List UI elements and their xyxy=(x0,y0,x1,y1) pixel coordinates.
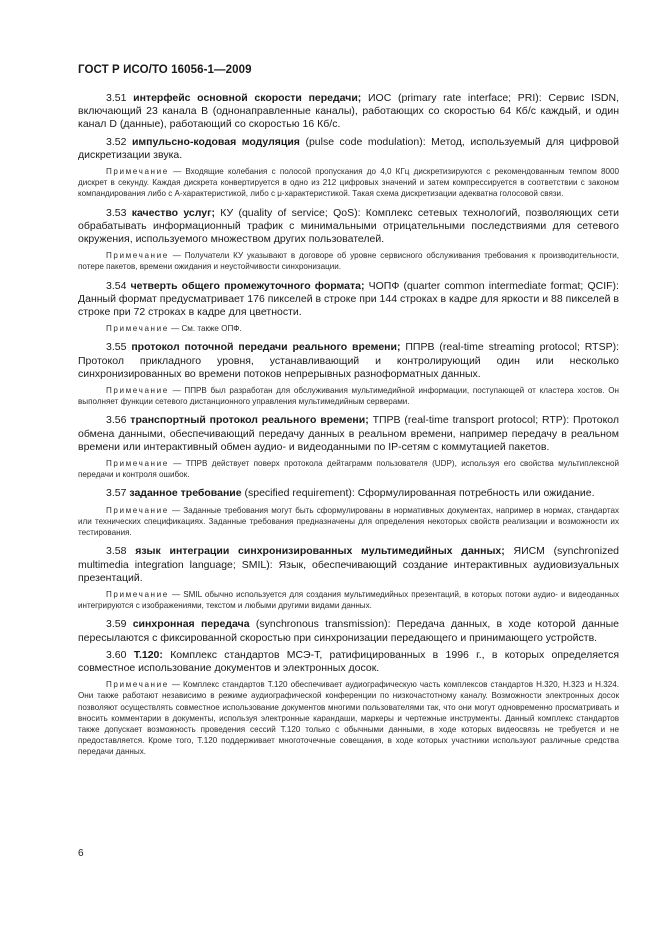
term-number: 3.59 xyxy=(106,618,127,631)
term-definition: КУ (quality of service; QoS): Комплекс сетевых технологий, позволяющих сети обрабатывать информационный трафик с минимальными отрицательными последствиями для сетевого окружения, используемого множеством других пользователей. xyxy=(78,206,619,246)
term-number: 3.54 xyxy=(106,279,127,292)
term-number: 3.52 xyxy=(106,135,127,148)
terms-list xyxy=(78,92,619,758)
term-name: интерфейс основной скорости передачи; xyxy=(133,92,362,104)
term-note xyxy=(78,679,619,757)
term-number: 3.57 xyxy=(106,487,127,500)
note-label: Примечание xyxy=(106,589,169,599)
term-number: 3.58 xyxy=(106,545,127,558)
term-name: синхронная передача xyxy=(132,618,250,631)
term-entry xyxy=(78,487,619,500)
term-note xyxy=(78,166,619,200)
term-definition: (pulse code modulation): Метод, используемый для цифровой дискретизации звука. xyxy=(78,135,619,161)
term-entry xyxy=(78,136,619,162)
term-note xyxy=(78,323,619,334)
term-number: 3.53 xyxy=(106,206,127,219)
term-entry xyxy=(78,280,619,320)
term-entry xyxy=(78,545,619,585)
term-definition: ТПРВ (real-time transport protocol; RTP): Протокол обмена данными, обеспечивающий передачу данных в реальном времени, например передачу в реальном времени или интерактивный обмен аудио- и видеоданными по IP-сетям с коммутацией пакетов. xyxy=(78,414,620,453)
term-name: Т.120: xyxy=(133,648,163,661)
note-text: — ТПРВ действует поверх протокола дейтаграмм пользователя (UDP), используя его свойства мультиплексной передачи и контроля ошибок. xyxy=(78,459,619,480)
note-label: Примечание xyxy=(106,167,169,177)
term-entry xyxy=(78,341,619,381)
term-definition: ЧОПФ (quarter common intermediate format; QCIF): Данный формат предусматривает 176 пикселей в строке при 144 строках в кадре для яркости и 88 пикселей в строке при 72 строках в кадре для цветности. xyxy=(78,279,619,319)
note-text: — Заданные требования могут быть сформулированы в нормативных документах, например в нормах, стандартах или технических спецификациях. Заданные требования предназначены для определения некоторых свойств реализации и возможности их тестирования. xyxy=(78,505,619,538)
term-note xyxy=(78,385,619,407)
document-header: ГОСТ Р ИСО/ТО 16056-1—2009 xyxy=(78,64,252,76)
term-number: 3.60 xyxy=(106,648,127,661)
note-label: Примечание xyxy=(106,251,169,261)
note-label: Примечание xyxy=(106,680,169,690)
term-number: 3.51 xyxy=(106,92,127,104)
term-note xyxy=(78,589,619,611)
note-label: Примечание xyxy=(106,459,169,469)
term-note xyxy=(78,505,619,539)
term-definition: (specified requirement): Сформулированная потребность или ожидание. xyxy=(241,487,595,500)
term-entry xyxy=(78,207,619,247)
term-note xyxy=(78,458,619,480)
term-definition: Комплекс стандартов МСЭ-Т, ратифицированных в 1996 г., в которых определяется совместное использование документов и электронных досок. xyxy=(78,648,620,674)
term-name: четверть общего промежуточного формата; xyxy=(130,279,365,292)
term-definition: ППРВ (real-time streaming protocol; RTSP): Протокол прикладного уровня, устанавливающий и контролирующий один или несколько синхронизированных во времени потоков непрерывных разноформатных данных. xyxy=(78,341,620,380)
note-label: Примечание xyxy=(106,324,169,334)
note-text: — См. также ОПФ. xyxy=(168,324,242,334)
term-number: 3.55 xyxy=(106,341,127,354)
term-name: транспортный протокол реального времени; xyxy=(130,414,369,427)
term-definition: ИОС (primary rate interface; PRI): Сервис ISDN, включающий 23 канала B (однонаправленные каналы), работающих со скоростью 64 Кб/с каждый, и один канал D (данные), работающий со скоростью 16 Кб/с. xyxy=(78,92,620,131)
term-name: импульсно-кодовая модуляция xyxy=(131,135,300,148)
term-name: заданное требование xyxy=(129,487,242,500)
term-definition: (synchronous transmission): Передача данных, в ходе которой данные пересылаются с фиксированной скоростью при синхронизации передающего и принимающего устройств. xyxy=(78,618,619,644)
term-name: качество услуг; xyxy=(131,206,215,219)
page-number: 6 xyxy=(78,848,84,859)
term-name: протокол поточной передачи реального времени; xyxy=(131,341,401,354)
note-label: Примечание xyxy=(106,505,169,515)
term-entry xyxy=(78,414,619,454)
term-entry xyxy=(78,618,619,644)
term-note xyxy=(78,250,619,272)
note-text: — Входящие колебания с полосой пропускания до 4,0 КГц дискретизируются с рекомендованным темпом 8000 дискрет в секунду. Каждая дискрета конвертируется в одно из 212 цифровых значений и затем компрессируется в соответствии с законом компандирования либо с А-характеристикой, либо с μ-характеристикой. Такая схема дискретизации адекватна голосовой связи. xyxy=(78,167,619,199)
term-number: 3.56 xyxy=(106,414,127,427)
term-name: язык интеграции синхронизированных мультимедийных данных; xyxy=(135,545,505,558)
note-text: — Получатели КУ указывают в договоре об уровне сервисного обслуживания требования к производительности, потере пакетов, времени ожидания и неустойчивости синхронизации. xyxy=(78,251,619,272)
term-definition: ЯИСМ (synchronized multimedia integration language; SMIL): Язык, обеспечивающий создание интерактивных аудиовизуальных презентаций. xyxy=(78,545,619,584)
note-text: — ППРВ был разработан для обслуживания мультимедийной информации, поступающей от кластера хостов. Он выполняет функции сетевого дистанционного управления мультимедийным серверами. xyxy=(78,386,619,407)
note-label: Примечание xyxy=(106,386,169,396)
note-text: — SMIL обычно используется для создания мультимедийных презентаций, в которых потоки аудио- и видеоданных интегрируются с изображениями, текстом и любыми другими видами данных. xyxy=(78,589,619,611)
term-entry xyxy=(78,92,619,132)
note-text: — Комплекс стандартов Т.120 обеспечивает аудиографическую часть комплексов стандартов Н.320, Н.323 и Н.324. Они также работают независимо в режиме аудиографической конференции по низкочастотному каналу. Возможности электронных досок позволяют осуществлять совместное использование документов многими пользователями так, что они могут одновременно просматривать и вносить комментарии в документы, используя электронные карандаши, маркеры и чертежные инструменты. Данный комплекс стандартов также допускает возможность проведения сессий Т.120 только с обычными данными, в ходе которых видеосвязь не требуется и не предоставляется. Кроме того, Т.120 поддерживает многоточечные совещания, в ходе которых участники используют различные средства передачи данных. xyxy=(78,680,619,757)
term-entry xyxy=(78,649,619,675)
